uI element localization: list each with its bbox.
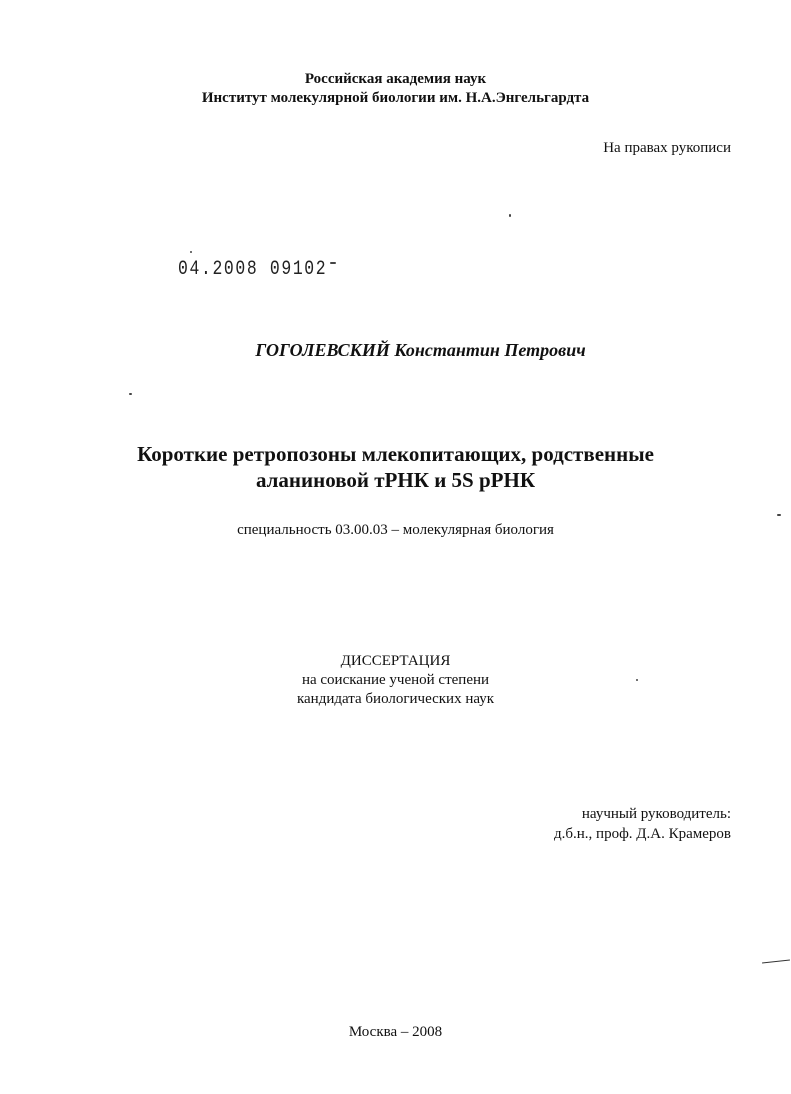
dissertation-field-line: кандидата биологических наук	[296, 691, 495, 707]
registration-number: 04.2008 09102	[178, 258, 328, 281]
scan-speck	[190, 251, 192, 253]
dissertation-heading: ДИССЕРТАЦИЯ	[340, 653, 451, 669]
institute-name: Институт молекулярной биологии им. Н.А.Энгельгардта	[201, 90, 590, 106]
supervisor-name: д.б.н., проф. Д.А. Крамеров	[554, 826, 731, 842]
organization-name: Российская академия наук	[304, 71, 487, 87]
rights-note: На правах рукописи	[603, 140, 731, 156]
scan-speck	[777, 514, 781, 516]
supervisor-label: научный руководитель:	[581, 806, 731, 822]
specialty: специальность 03.00.03 – молекулярная биология	[237, 522, 554, 538]
thesis-title-line-2: аланиновой тРНК и 5S рРНК	[255, 468, 536, 492]
scan-speck	[330, 262, 336, 264]
thesis-title-line-1: Короткие ретропозоны млекопитающих, родственные	[137, 442, 654, 466]
scan-speck	[509, 214, 511, 217]
scan-mark	[762, 960, 790, 964]
author-name: ГОГОЛЕВСКИЙ Константин Петрович	[255, 340, 586, 360]
scan-speck	[636, 679, 638, 681]
scan-speck	[129, 393, 132, 395]
city-year: Москва – 2008	[348, 1024, 443, 1040]
dissertation-degree-line: на соискание ученой степени	[301, 672, 490, 688]
